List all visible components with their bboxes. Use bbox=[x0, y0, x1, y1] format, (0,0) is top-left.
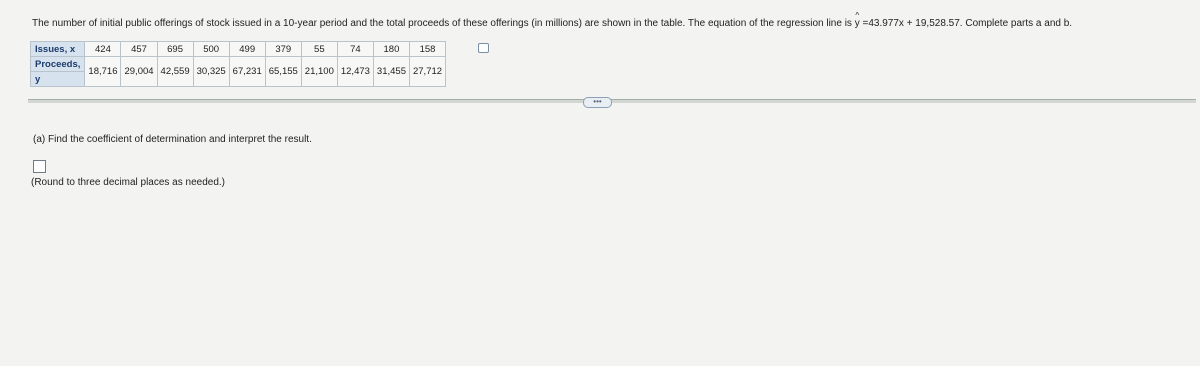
proceeds-cell: 29,004 bbox=[121, 57, 157, 87]
y-hat-symbol: ^ y bbox=[855, 18, 860, 29]
issues-cell: 499 bbox=[229, 42, 265, 57]
expand-more-button[interactable]: ••• bbox=[583, 97, 612, 108]
proceeds-cell: 27,712 bbox=[409, 57, 445, 87]
issues-cell: 74 bbox=[337, 42, 373, 57]
data-table bbox=[30, 41, 446, 87]
issues-cell: 500 bbox=[193, 42, 229, 57]
table-row-issues bbox=[31, 42, 446, 57]
issues-cell: 379 bbox=[265, 42, 301, 57]
proceeds-cell: 31,455 bbox=[373, 57, 409, 87]
issues-cell: 695 bbox=[157, 42, 193, 57]
answer-input-box[interactable] bbox=[33, 160, 46, 173]
issues-cell: 55 bbox=[301, 42, 337, 57]
issues-cell: 457 bbox=[121, 42, 157, 57]
proceeds-cell: 67,231 bbox=[229, 57, 265, 87]
proceeds-cell: 18,716 bbox=[85, 57, 121, 87]
copy-table-icon[interactable] bbox=[478, 43, 489, 53]
question-text bbox=[32, 18, 1072, 29]
row-label-issues: Issues, x bbox=[31, 42, 85, 57]
proceeds-cell: 65,155 bbox=[265, 57, 301, 87]
part-a-prompt: (a) Find the coefficient of determination and interpret the result. bbox=[33, 134, 312, 145]
table-row-proceeds bbox=[31, 57, 446, 72]
proceeds-cell: 21,100 bbox=[301, 57, 337, 87]
section-divider bbox=[28, 99, 1196, 103]
issues-cell: 180 bbox=[373, 42, 409, 57]
row-label-proceeds: Proceeds, bbox=[31, 57, 85, 72]
issues-cell: 158 bbox=[409, 42, 445, 57]
question-text-after: =43.977x + 19,528.57. Complete parts a and b. bbox=[859, 18, 1073, 29]
rounding-hint: (Round to three decimal places as needed.) bbox=[31, 177, 226, 188]
proceeds-cell: 42,559 bbox=[157, 57, 193, 87]
row-label-y: y bbox=[31, 72, 85, 87]
question-text-before: The number of initial public offerings of stock issued in a 10-year period and the total proceeds of these offerings (in millions) are shown in the table. The equation of the regression line is bbox=[32, 18, 855, 29]
proceeds-cell: 12,473 bbox=[337, 57, 373, 87]
issues-cell: 424 bbox=[85, 42, 121, 57]
proceeds-cell: 30,325 bbox=[193, 57, 229, 87]
